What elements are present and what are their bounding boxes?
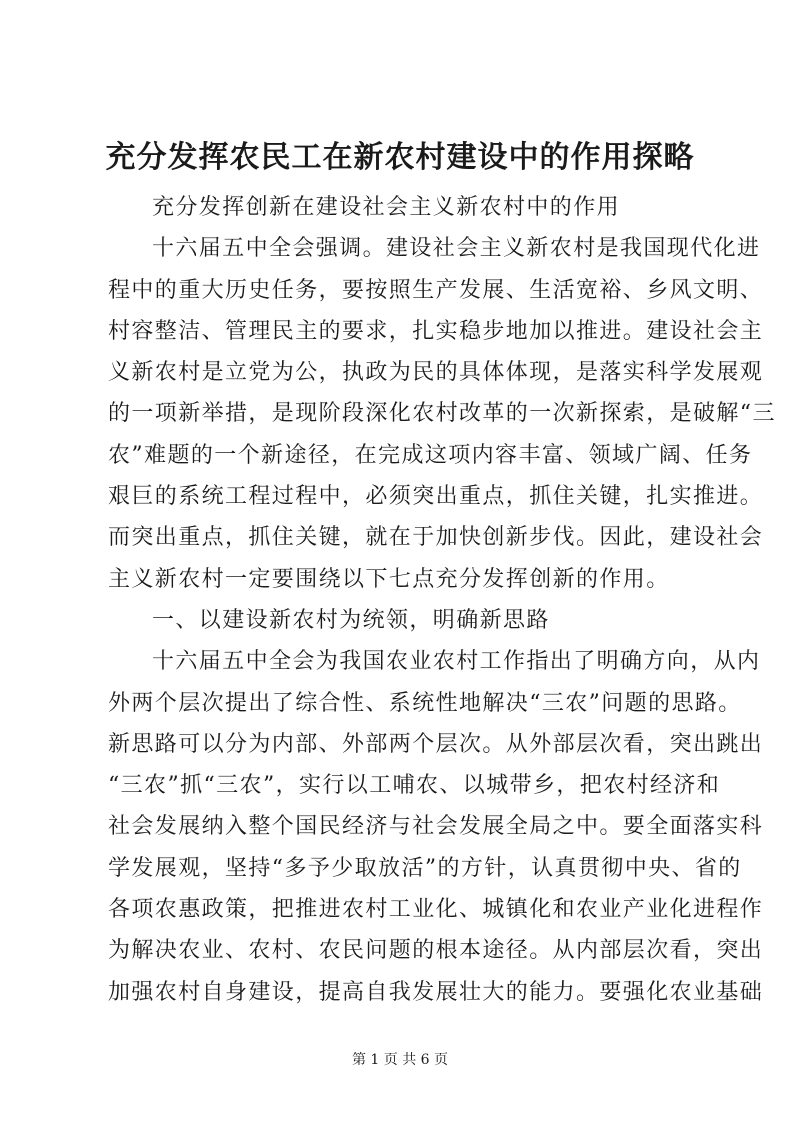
text-line: 义新农村是立党为公，执政为民的具体体现，是落实科学发展观 [108, 360, 764, 386]
document-body [108, 187, 776, 1013]
text-line: 一、以建设新农村为统领，明确新思路 [152, 607, 550, 633]
text-line: 农”难题的一个新途径，在完成这项内容丰富、领域广阔、任务 [108, 442, 753, 468]
text-line: 程中的重大历史任务，要按照生产发展、生活宽裕、乡风文明、 [108, 277, 764, 303]
text-line: 艰巨的系统工程过程中，必须突出重点，抓住关键，扎实推进。 [108, 484, 764, 510]
text-line: 学发展观，坚持“多予少取放活”的方针，认真贯彻中央、省的 [108, 855, 742, 881]
text-line: 新思路可以分为内部、外部两个层次。从外部层次看，突出跳出 [108, 731, 764, 757]
text-line: 村容整洁、管理民主的要求，扎实稳步地加以推进。建设社会主 [108, 318, 764, 344]
text-line: 加强农村自身建设，提高自我发展壮大的能力。要强化农业基础 [108, 979, 764, 1005]
text-line: 十六届五中全会强调。建设社会主义新农村是我国现代化进 [152, 236, 761, 262]
text-line: 各项农惠政策，把推进农村工业化、城镇化和农业产业化进程作 [108, 897, 764, 923]
text-line: 社会发展纳入整个国民经济与社会发展全局之中。要全面落实科 [108, 814, 764, 840]
text-line: 主义新农村一定要围绕以下七点充分发挥创新的作用。 [108, 566, 670, 592]
text-line: 为解决农业、农村、农民问题的根本途径。从内部层次看，突出 [108, 938, 764, 964]
text-line: 充分发挥创新在建设社会主义新农村中的作用 [152, 195, 621, 220]
text-line: 而突出重点，抓住关键，就在于加快创新步伐。因此，建设社会 [108, 525, 764, 551]
text-line: 十六届五中全会为我国农业农村工作指出了明确方向，从内 [152, 649, 761, 675]
document-title: 充分发挥农民工在新农村建设中的作用探略 [105, 140, 695, 175]
page-footer: 第 1 页 共 6 页 [351, 1052, 449, 1068]
text-line: “三农”抓“三农”，实行以工哺农、以城带乡，把农村经济和 [108, 773, 721, 799]
text-line: 的一项新举措，是现阶段深化农村改革的一次新探索，是破解“三 [108, 401, 776, 427]
text-line: 外两个层次提出了综合性、系统性地解决“三农”问题的思路。 [108, 690, 742, 716]
